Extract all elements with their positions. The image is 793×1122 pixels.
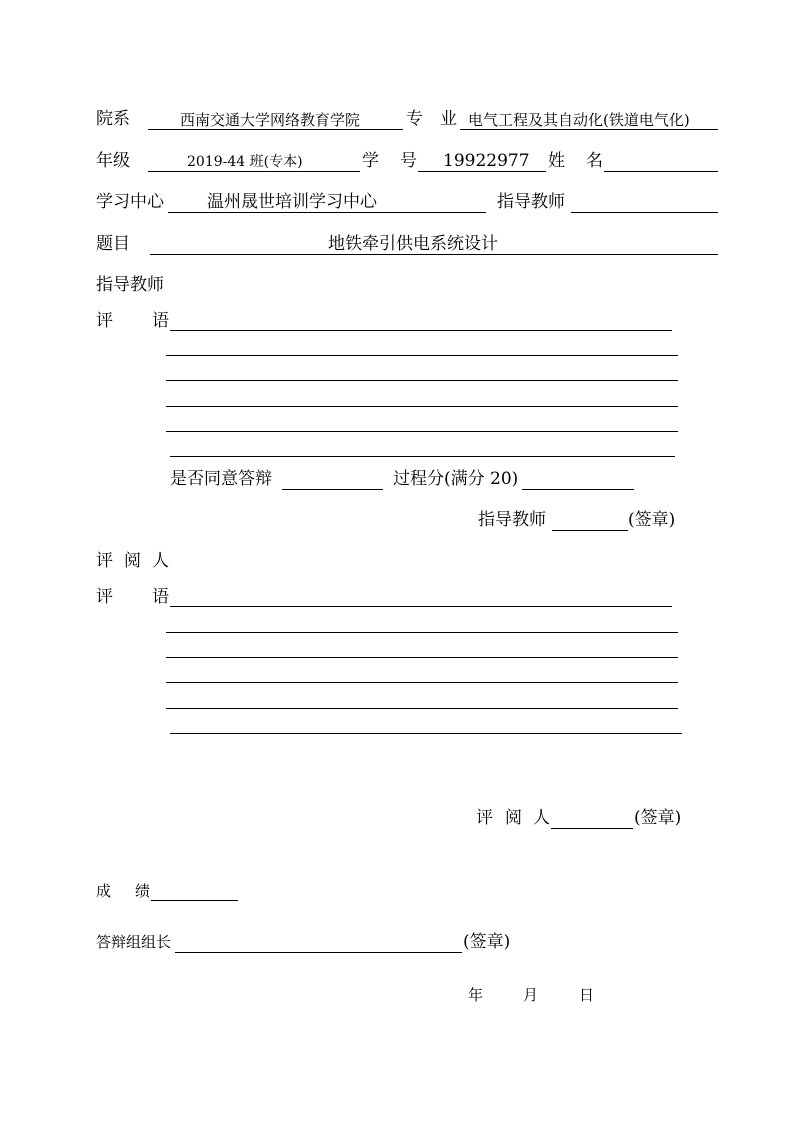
advisor-underline: [571, 212, 718, 213]
advisor-sign-line[interactable]: [552, 530, 628, 531]
score-line[interactable]: [151, 900, 238, 901]
reviewer-sign-line[interactable]: [551, 828, 633, 829]
major-value[interactable]: 电气工程及其自动化(铁道电气化): [468, 111, 690, 129]
defense-answer-line[interactable]: [282, 489, 383, 490]
advisor-comment-label-2: 语: [152, 311, 169, 331]
advisor-label: 指导教师: [497, 192, 565, 212]
advisor-sign-label: 指导教师: [478, 510, 546, 530]
id-label-1: 学: [362, 151, 379, 171]
advisor-section-title: 指导教师: [96, 275, 164, 295]
center-underline: [168, 212, 486, 213]
score-label-1: 成: [96, 882, 112, 900]
dept-value[interactable]: 西南交通大学网络教育学院: [180, 111, 361, 129]
reviewer-title-3: 人: [152, 551, 169, 571]
advisor-comment-line-1[interactable]: [170, 330, 672, 331]
dept-underline: [148, 129, 403, 130]
reviewer-comment-label-1: 评: [96, 587, 113, 607]
date-month: 月: [523, 986, 539, 1004]
reviewer-comment-line-2[interactable]: [166, 632, 678, 633]
reviewer-seal-label: (签章): [634, 808, 682, 828]
grade-underline: [148, 171, 360, 172]
reviewer-comment-line-6[interactable]: [170, 733, 682, 734]
center-value[interactable]: 温州晟世培训学习中心: [207, 192, 377, 212]
reviewer-comment-line-4[interactable]: [166, 682, 678, 683]
reviewer-sign-label-3: 人: [533, 808, 550, 828]
date-day: 日: [579, 986, 595, 1004]
id-label-2: 号: [400, 151, 417, 171]
major-label-2: 业: [440, 109, 457, 129]
topic-value[interactable]: 地铁牵引供电系统设计: [328, 234, 498, 254]
process-score-label: 过程分(满分 20): [393, 469, 519, 489]
id-underline: [418, 171, 546, 172]
advisor-comment-line-5[interactable]: [166, 431, 678, 432]
reviewer-comment-line-5[interactable]: [166, 708, 678, 709]
leader-label: 答辩组组长: [96, 933, 172, 951]
major-underline: [460, 129, 718, 130]
defense-question: 是否同意答辩: [170, 469, 272, 489]
dept-label: 院系: [96, 109, 130, 129]
date-year: 年: [468, 986, 484, 1004]
grade-value[interactable]: 2019-44 班(专本): [187, 154, 303, 170]
advisor-comment-line-3[interactable]: [166, 380, 678, 381]
topic-label: 题目: [96, 234, 130, 254]
reviewer-comment-label-2: 语: [152, 587, 169, 607]
reviewer-sign-label-1: 评: [476, 808, 493, 828]
name-label-1: 姓: [548, 151, 565, 171]
topic-underline: [150, 254, 718, 255]
reviewer-sign-label-2: 阅: [505, 808, 522, 828]
reviewer-title-1: 评: [96, 551, 113, 571]
leader-sign-line[interactable]: [175, 952, 462, 953]
reviewer-title-2: 阅: [124, 551, 141, 571]
advisor-seal-label: (签章): [628, 510, 676, 530]
process-score-line[interactable]: [522, 489, 634, 490]
name-label-2: 名: [586, 151, 603, 171]
major-label-1: 专: [406, 109, 423, 129]
id-value[interactable]: 19922977: [443, 151, 530, 171]
reviewer-comment-line-3[interactable]: [166, 657, 678, 658]
score-label-2: 绩: [135, 882, 151, 900]
center-label: 学习中心: [96, 192, 164, 212]
advisor-comment-line-4[interactable]: [166, 406, 678, 407]
reviewer-comment-line-1[interactable]: [170, 606, 672, 607]
advisor-comment-label-1: 评: [96, 311, 113, 331]
leader-seal-label: (签章): [463, 932, 511, 952]
grade-label: 年级: [96, 151, 130, 171]
advisor-comment-line-2[interactable]: [166, 355, 678, 356]
name-underline: [604, 171, 718, 172]
advisor-comment-line-6[interactable]: [170, 456, 675, 457]
